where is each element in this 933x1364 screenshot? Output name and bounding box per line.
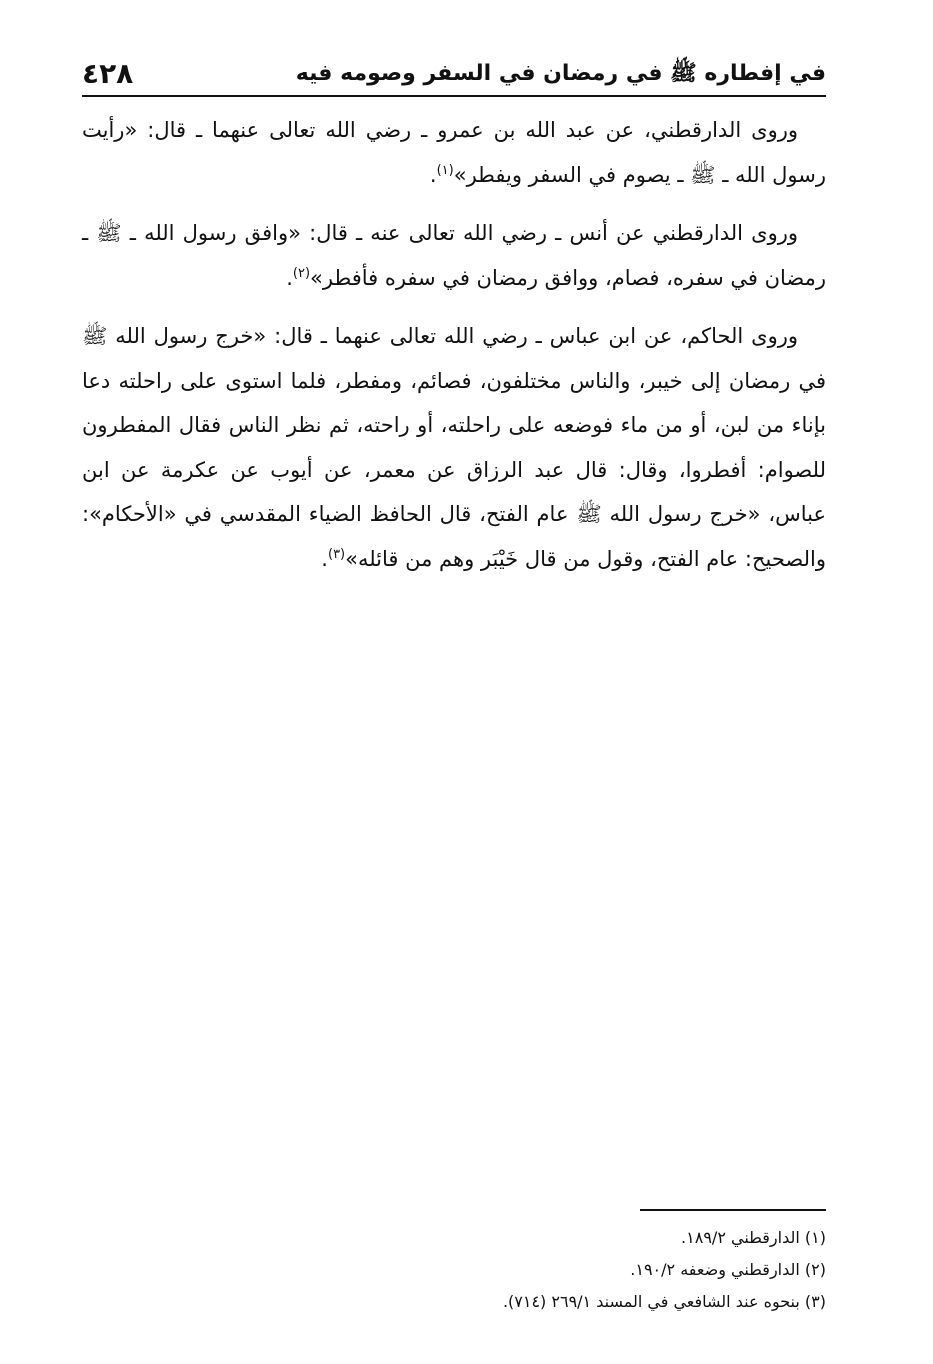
chapter-title: في إفطاره ﷺ في رمضان في السفر وصومه فيه [295,61,826,86]
footnote-reference: (٢) [292,265,311,281]
paragraph-text: وروى الحاكم، عن ابن عباس ـ رضي الله تعالى عنهما ـ قال: «خرج رسول الله ﷺ في رمضان إلى خيبر، والناس مختلفون، فصائم، ومفطر، فلما استوى على راحلته دعا بإناء من لبن، أو من ماء فوضعه على راحلته، أو راحته، ثم نظر الناس فقال المفطرون للصوام: أفطروا، وقال: قال عبد الرزاق عن معمر، عن أيوب عن عكرمة عن ابن عباس، «خرج رسول الله ﷺ عام الفتح، قال الحافظ الضياء المقدسي في «الأحكام»: والصحيح: عام الفتح، وقول من قال خَيْبَر وهم من قائله» [82,324,826,571]
paragraph-end: . [286,265,293,290]
paragraph-text: وروى الدارقطني، عن عبد الله بن عمرو ـ رضي الله تعالى عنهما ـ قال: «رأيت رسول الله ـ ﷺ ـ يصوم في السفر ويفطر» [82,118,826,187]
footnote-reference: (١) [436,162,454,178]
paragraph-hakim-ibn-abbas [82,314,826,585]
footnote-item: (١) الدارقطني ١٨٩/٢. [681,1228,826,1247]
paragraph-end: . [321,546,328,571]
footnote-reference: (٣) [327,546,346,562]
paragraph-end: . [429,162,437,187]
running-header [82,52,826,92]
footnote-item: (٢) الدارقطني وضعفه ١٩٠/٢. [630,1260,826,1279]
paragraph-daraqutni-ibn-amr [82,108,826,201]
footnote-item: (٣) بنحوه عند الشافعي في المسند ٢٦٩/١ (٧١٤). [502,1292,826,1311]
main-text [82,108,826,595]
footnotes [82,1222,826,1318]
paragraph-text: وروى الدارقطني عن أنس ـ رضي الله تعالى عنه ـ قال: «وافق رسول الله ـ ﷺ ـ رمضان في سفره، فصام، ووافق رمضان في سفره فأفطر» [82,221,826,290]
footnote-divider [640,1209,826,1211]
page-number: ٤٢٨ [82,57,134,90]
header-divider [82,95,826,97]
paragraph-daraqutni-anas [82,211,826,304]
